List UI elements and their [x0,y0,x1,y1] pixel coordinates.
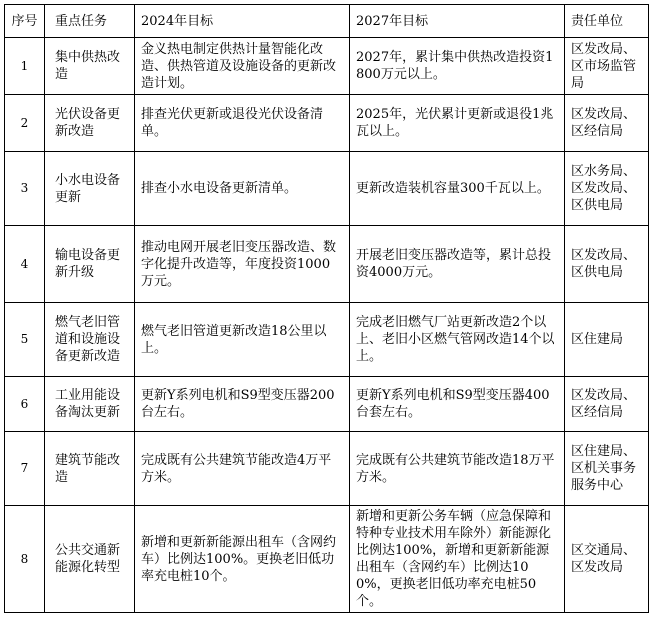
row-no: 7 [5,432,45,506]
row-unit: 区住建局 [565,303,649,377]
row-task: 输电设备更新升级 [45,226,135,303]
header-task: 重点任务 [45,5,135,38]
row-target-2024: 金义热电制定供热计量智能化改造、供热管道及设施设备的更新改造计划。 [135,38,350,95]
row-no: 5 [5,303,45,377]
table-row [5,506,649,613]
table-row [5,377,649,432]
row-target-2024: 新增和更新新能源出租车（含网约车）比例达100%。更换老旧低功率充电桩10个。 [135,506,350,613]
table-row [5,303,649,377]
row-no: 1 [5,38,45,95]
row-task: 小水电设备更新 [45,152,135,226]
row-no: 6 [5,377,45,432]
row-target-2024: 燃气老旧管道更新改造18公里以上。 [135,303,350,377]
header-target-2027: 2027年目标 [350,5,565,38]
row-task: 光伏设备更新改造 [45,95,135,152]
row-target-2027: 更新Y系列电机和S9型变压器400台套左右。 [350,377,565,432]
table-row [5,38,649,95]
row-unit: 区水务局、区发改局、区供电局 [565,152,649,226]
row-unit: 区交通局、区发改局 [565,506,649,613]
row-no: 8 [5,506,45,613]
row-no: 3 [5,152,45,226]
row-target-2024: 完成既有公共建筑节能改造4万平方米。 [135,432,350,506]
row-task: 公共交通新能源化转型 [45,506,135,613]
table-row [5,226,649,303]
header-unit: 责任单位 [565,5,649,38]
row-target-2027: 开展老旧变压器改造等，累计总投资4000万元。 [350,226,565,303]
row-target-2027: 更新改造装机容量300千瓦以上。 [350,152,565,226]
table-row [5,95,649,152]
header-row [5,5,649,38]
row-unit: 区住建局、区机关事务服务中心 [565,432,649,506]
row-target-2024: 推动电网开展老旧变压器改造、数字化提升改造等，年度投资1000万元。 [135,226,350,303]
row-target-2024: 排查小水电设备更新清单。 [135,152,350,226]
row-unit: 区发改局、区供电局 [565,226,649,303]
row-task: 工业用能设备淘汰更新 [45,377,135,432]
row-no: 2 [5,95,45,152]
row-target-2027: 2027年，累计集中供热改造投资1800万元以上。 [350,38,565,95]
row-unit: 区发改局、区市场监管局 [565,38,649,95]
row-target-2024: 更新Y系列电机和S9型变压器200台左右。 [135,377,350,432]
row-unit: 区发改局、区经信局 [565,377,649,432]
task-table-container [4,4,649,613]
table-row [5,152,649,226]
row-unit: 区发改局、区经信局 [565,95,649,152]
row-target-2027: 完成老旧燃气厂站更新改造2个以上、老旧小区燃气管网改造14个以上。 [350,303,565,377]
table-row [5,432,649,506]
header-target-2024: 2024年目标 [135,5,350,38]
row-no: 4 [5,226,45,303]
row-target-2027: 完成既有公共建筑节能改造18万平方米。 [350,432,565,506]
row-task: 建筑节能改造 [45,432,135,506]
row-task: 燃气老旧管道和设施设备更新改造 [45,303,135,377]
header-no: 序号 [5,5,45,38]
row-task: 集中供热改造 [45,38,135,95]
task-table [4,4,649,613]
row-target-2027: 2025年，光伏累计更新或退役1兆瓦以上。 [350,95,565,152]
row-target-2027: 新增和更新公务车辆（应急保障和特种专业技术用车除外）新能源化比例达100%，新增和更新新能源出租车（含网约车）比例达100%，更换老旧低功率充电桩50个。 [350,506,565,613]
row-target-2024: 排查光伏更新或退役光伏设备清单。 [135,95,350,152]
